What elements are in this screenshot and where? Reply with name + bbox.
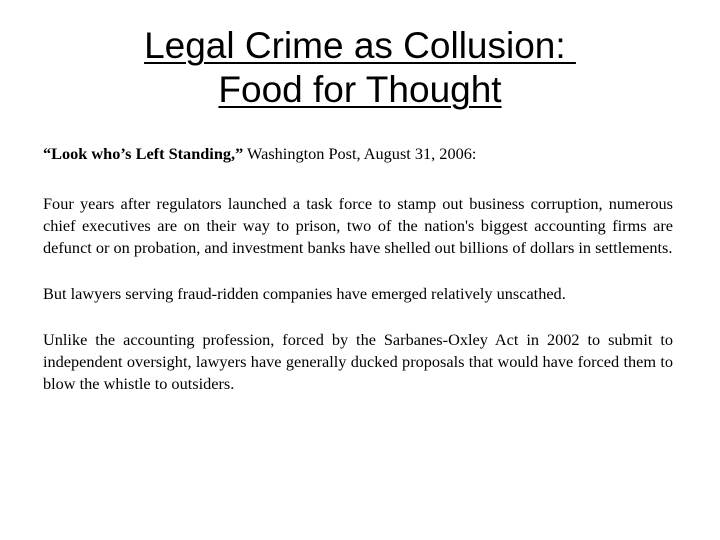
slide-title-line-2: Food for Thought xyxy=(218,69,502,110)
paragraph-3: Unlike the accounting profession, forced by the Sarbanes-Oxley Act in 2002 to submit to independent oversight, lawyers have generally ducked proposals that would have forced them to blow the whistle to outsiders. xyxy=(43,330,673,393)
article-title: “Look who’s Left Standing,” xyxy=(43,144,244,163)
slide-body xyxy=(43,143,673,419)
slide-title-line-1: Legal Crime as Collusion: xyxy=(144,25,576,66)
paragraph-2: But lawyers serving fraud-ridden companies have emerged relatively unscathed. xyxy=(43,284,566,303)
slide-title xyxy=(60,24,660,112)
citation xyxy=(43,143,673,165)
article-source: Washington Post, August 31, 2006: xyxy=(243,144,477,163)
paragraph-1: Four years after regulators launched a task force to stamp out business corruption, numerous chief executives are on their way to prison, two of the nation's biggest accounting firms are defunct or on probation, and investment banks have shelled out billions of dollars in settlements. xyxy=(43,194,673,257)
